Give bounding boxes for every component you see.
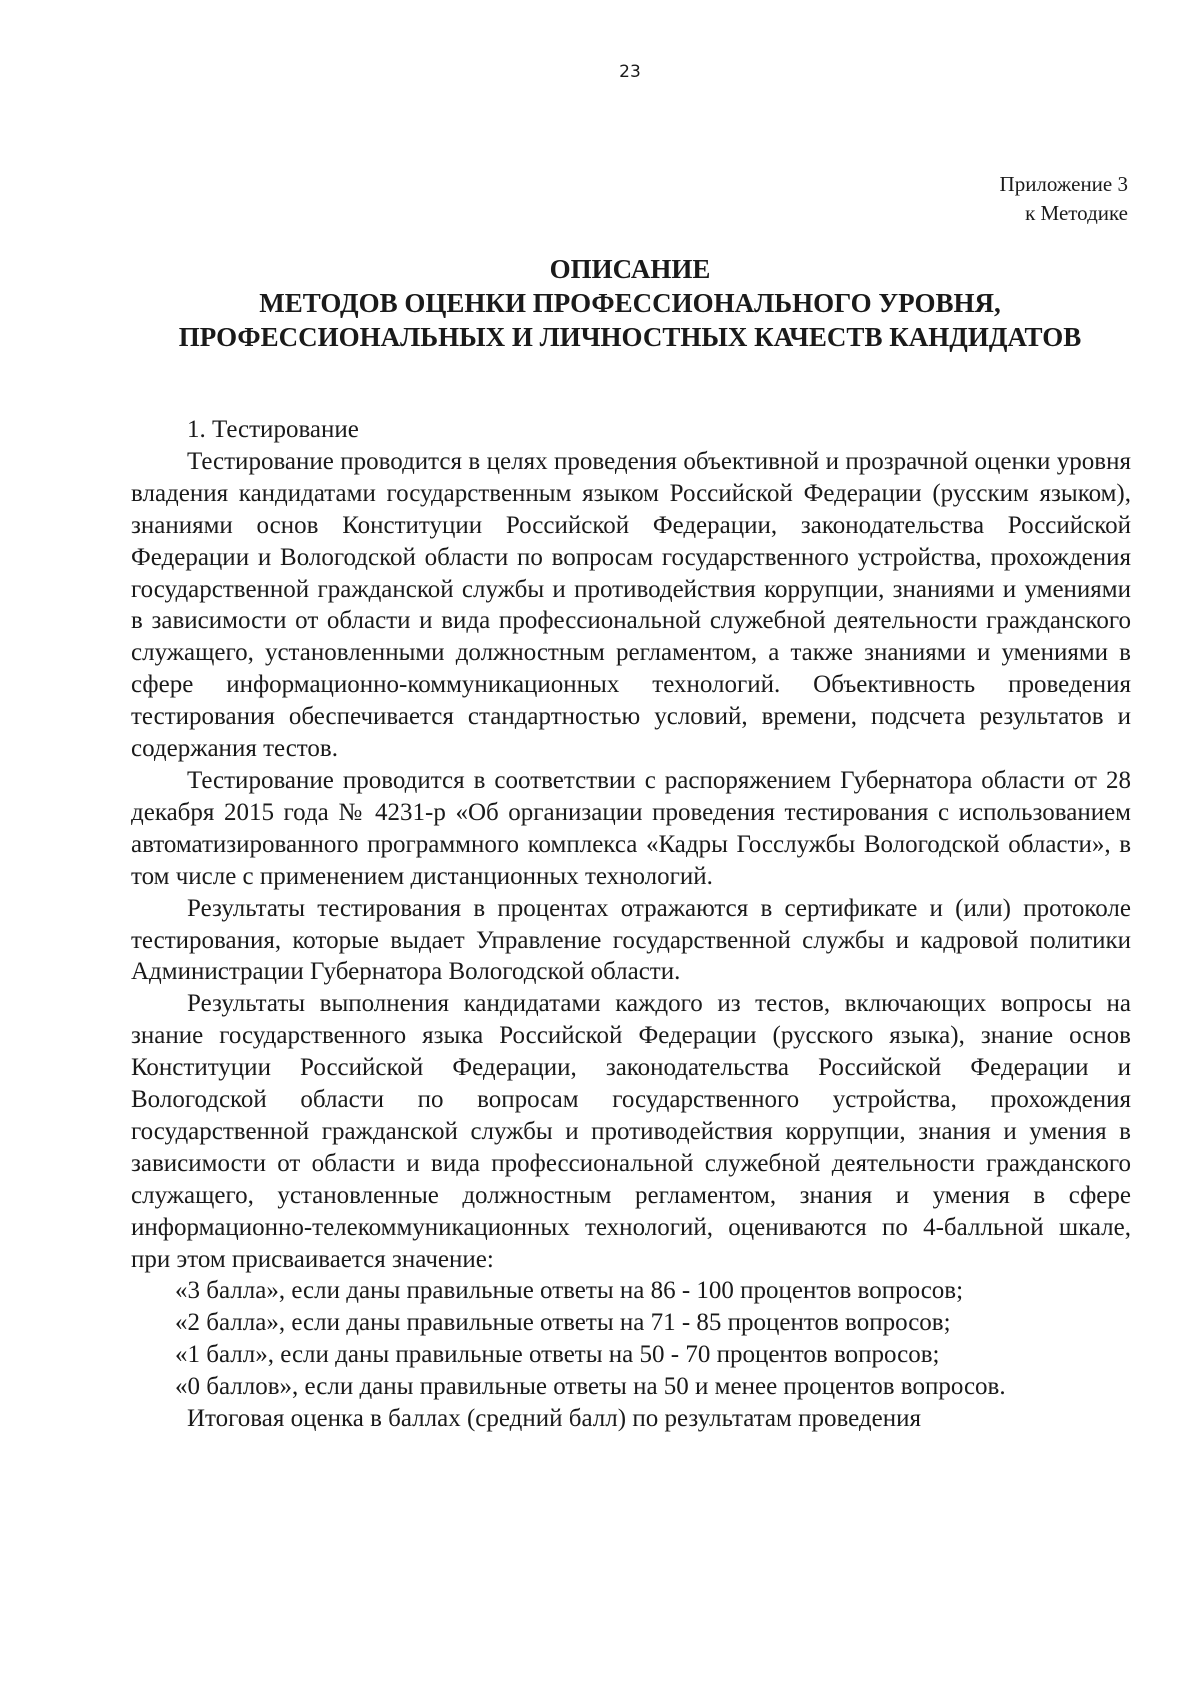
scale-item-3: «3 балла», если даны правильные ответы на 86 - 100 процентов вопросов;: [175, 1277, 964, 1305]
title-line-3: ПРОФЕССИОНАЛЬНЫХ И ЛИЧНОСТНЫХ КАЧЕСТВ КАНДИДАТОВ: [178, 322, 1082, 352]
scale-item-2: «2 балла», если даны правильные ответы на 71 - 85 процентов вопросов;: [175, 1309, 951, 1337]
paragraph-testing-order: Тестирование проводится в соответствии с распоряжением Губернатора области от 28 декабря 2015 года № 4231-р «Об организации проведения тестирования с использованием автоматизированного программного комплекса «Кадры Госслужбы Вологодской области», в том числе с применением дистанционных технологий.: [131, 766, 1131, 890]
appendix-line-2: к Методике: [1025, 201, 1128, 225]
section-heading: 1. Тестирование: [187, 416, 359, 443]
paragraph-final-score: Итоговая оценка в баллах (средний балл) по результатам проведения: [187, 1405, 921, 1433]
paragraph-scoring: Результаты выполнения кандидатами каждого из тестов, включающих вопросы на знание государственного языка Российской Федерации (русского языка), знание основ Конституции Российской Федерации, законодательства Российской Федерации и Вологодской области по вопросам государственного устройства, прохождения государственной гражданской службы и противодействия коррупции, знания и умения в зависимости от области и вида профессиональной служебной деятельности гражданского служащего, установленные должностным регламентом, знания и умения в сфере информационно-телекоммуникационных технологий, оцениваются по 4-балльной шкале, при этом присваивается значение:: [131, 990, 1131, 1273]
paragraph-testing-purpose: Тестирование проводится в целях проведения объективной и прозрачной оценки уровня владения кандидатами государственным языком Российской Федерации (русским языком), знаниями основ Конституции Российской Федерации, законодательства Российской Федерации и Вологодской области по вопросам государственного устройства, прохождения государственной гражданской службы и противодействия коррупции, знаниями и умениями в зависимости от области и вида профессиональной служебной деятельности гражданского служащего, установленными должностным регламентом, а также знаниями и умениями в сфере информационно-коммуникационных технологий. Объективность проведения тестирования обеспечивается стандартностью условий, времени, подсчета результатов и содержания тестов.: [131, 447, 1131, 763]
document-title: [130, 252, 1130, 354]
scale-item-0: «0 баллов», если даны правильные ответы на 50 и менее процентов вопросов.: [175, 1373, 1006, 1401]
title-line-2: МЕТОДОВ ОЦЕНКИ ПРОФЕССИОНАЛЬНОГО УРОВНЯ,: [259, 288, 1001, 318]
paragraph-testing-results: Результаты тестирования в процентах отражаются в сертификате и (или) протоколе тестирования, которые выдает Управление государственной службы и кадровой политики Администрации Губернатора Вологодской области.: [131, 894, 1131, 986]
page-number: 23: [619, 62, 641, 82]
appendix-line-1: Приложение 3: [999, 172, 1128, 196]
scale-item-1: «1 балл», если даны правильные ответы на 50 - 70 процентов вопросов;: [175, 1341, 940, 1369]
document-body: [131, 414, 1131, 1435]
title-line-1: ОПИСАНИЕ: [549, 254, 711, 284]
appendix-note: [1000, 170, 1128, 228]
